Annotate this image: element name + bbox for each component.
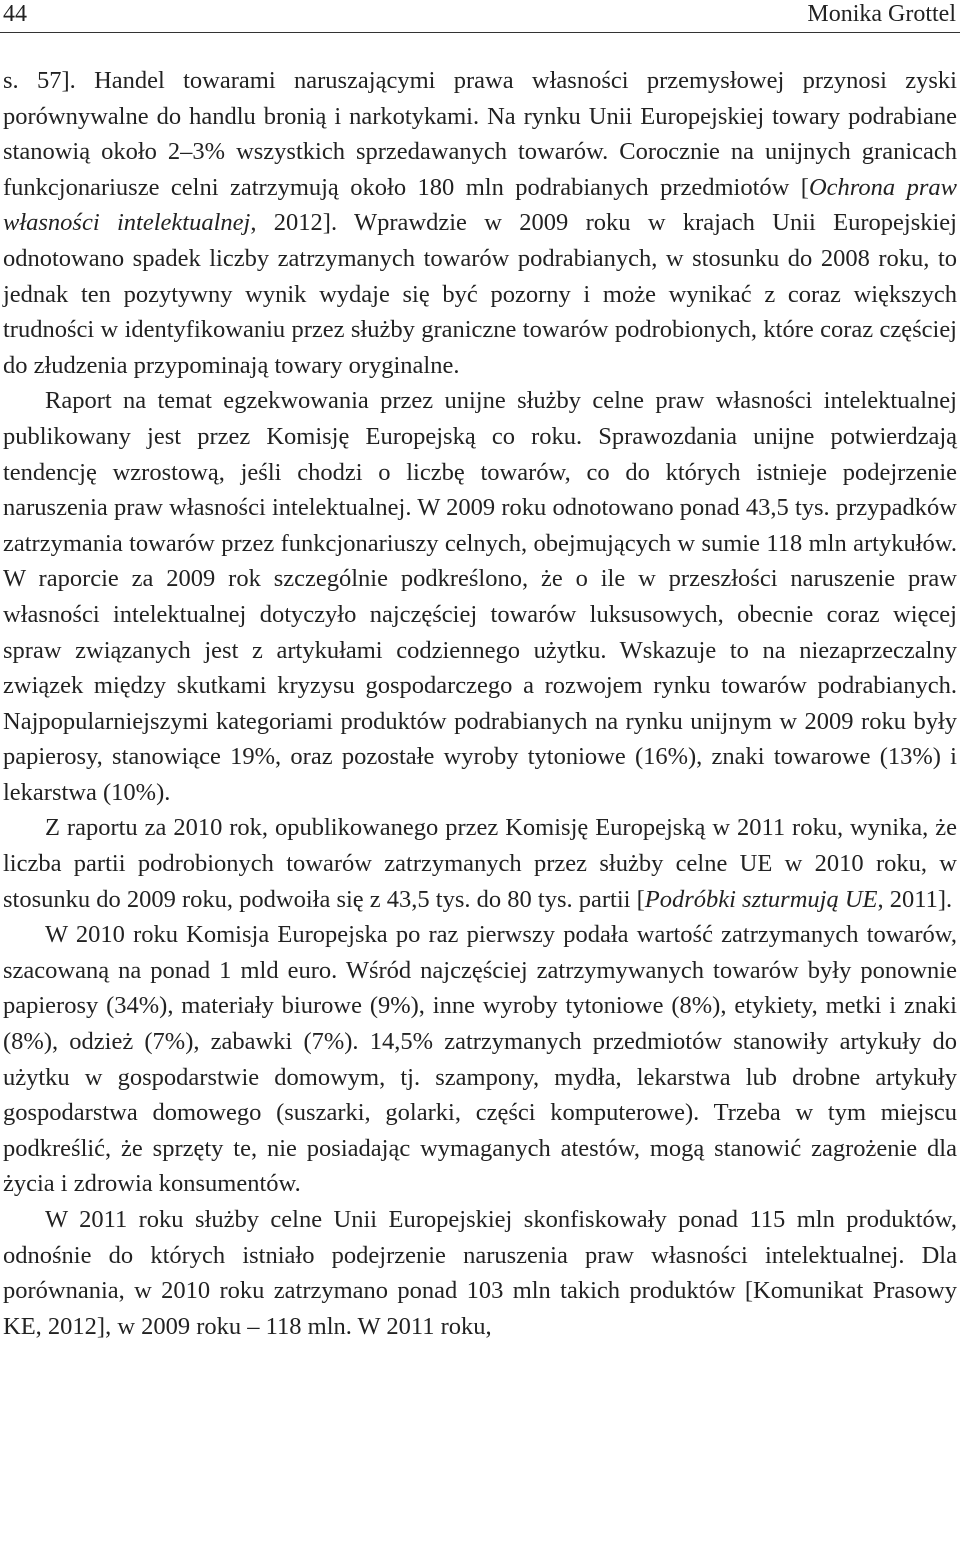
paragraph-1 <box>3 63 957 383</box>
paragraph-4-text: W 2010 roku Komisja Europejska po raz pierwszy podała wartość zatrzymanych towarów, szacowaną na ponad 1 mld euro. Wśród najczęściej zatrzymywanych towarów były ponownie papierosy (34%), materiały biurowe (9%), inne wyroby tytoniowe (8%), etykiety, metki i znaki (8%), odzież (7%), zabawki (7%). 14,5% zatrzymanych przedmiotów stanowiły artykuły do użytku w gospodarstwie domowym, tj. szampony, mydła, lekarstwa lub drobne artykuły gospodarstwa domowego (suszarki, golarki, części komputerowe). Trzeba w tym miejscu podkreślić, że sprzęty te, nie posiadając wymaganych atestów, mogą stanowić zagrożenie dla życia i zdrowia konsumentów. <box>3 921 957 1198</box>
paragraph-1-text-cont: , 2012]. Wprawdzie w 2009 roku w krajach Unii Europejskiej odnotowano spadek liczby zatrzymanych towarów podrabianych, w stosunku do 2008 roku, to jednak ten pozytywny wynik wydaje się być pozorny i może wynikać z coraz większych trudności w identyfikowaniu przez służby graniczne towarów podrobionych, które coraz częściej do złudzenia przypominają towary oryginalne. <box>3 209 957 379</box>
citation-title-ochrona-praw: Ochrona praw własności intelektualnej <box>3 173 957 237</box>
paragraph-3-text-cont: , 2011]. <box>877 885 953 913</box>
paragraph-3 <box>3 810 957 917</box>
body-text <box>3 63 957 1344</box>
paragraph-2 <box>3 383 957 810</box>
paragraph-1-text: s. 57]. Handel towarami naruszającymi prawa własności przemysłowej przynosi zyski porównywalne do handlu bronią i narkotykami. Na rynku Unii Europejskiej towary podrabiane stanowią około 2–3% wszystkich sprzedawanych towarów. Corocznie na unijnych granicach funkcjonariusze celni zatrzymują około 180 mln podrabianych przedmiotów [ <box>3 67 957 201</box>
page-header <box>0 0 960 34</box>
paragraph-5-text: W 2011 roku służby celne Unii Europejskiej skonfiskowały ponad 115 mln produktów, odnośnie do których istniało podejrzenie naruszenia praw własności intelektualnej. Dla porównania, w 2010 roku zatrzymano ponad 103 mln takich produktów [Komunikat Prasowy KE, 2012], w 2009 roku – 118 mln. W 2011 roku, <box>3 1206 957 1340</box>
header-rule <box>0 32 960 33</box>
paragraph-4 <box>3 917 957 1202</box>
paragraph-5 <box>3 1202 957 1344</box>
citation-title-podrobki: Podróbki szturmują UE <box>644 885 878 913</box>
paragraph-2-text: Raport na temat egzekwowania przez unijne służby celne praw własności intelektualnej publikowany jest przez Komisję Europejską co roku. Sprawozdania unijne potwierdzają tendencję wzrostową, jeśli chodzi o liczbę towarów, co do których istnieje podejrzenie naruszenia praw własności intelektualnej. W 2009 roku odnotowano ponad 43,5 tys. przypadków zatrzymania towarów przez funkcjonariuszy celnych, obejmujących w sumie 118 mln artykułów. W raporcie za 2009 rok szczególnie podkreślono, że o ile w przeszłości naruszenie praw własności intelektualnej dotyczyło najczęściej towarów luksusowych, obecnie coraz więcej spraw związanych jest z artykułami codziennego użytku. Wskazuje to na niezaprzeczalny związek między skutkami kryzysu gospodarczego a rozwojem rynku towarów podrabianych. Najpopularniejszymi kategoriami produktów podrabianych na rynku unijnym w 2009 roku były papierosy, stanowiące 19%, oraz pozostałe wyroby tytoniowe (16%), znaki towarowe (13%) i lekarstwa (10%). <box>3 387 957 806</box>
paragraph-3-text: Z raportu za 2010 rok, opublikowanego przez Komisję Europejską w 2011 roku, wynika, że liczba partii podrobionych towarów zatrzymanych przez służby celne UE w 2010 roku, w stosunku do 2009 roku, podwoiła się z 43,5 tys. do 80 tys. partii [ <box>3 814 957 913</box>
page-number: 44 <box>3 1 27 27</box>
running-head-author: Monika Grottel <box>807 1 956 27</box>
